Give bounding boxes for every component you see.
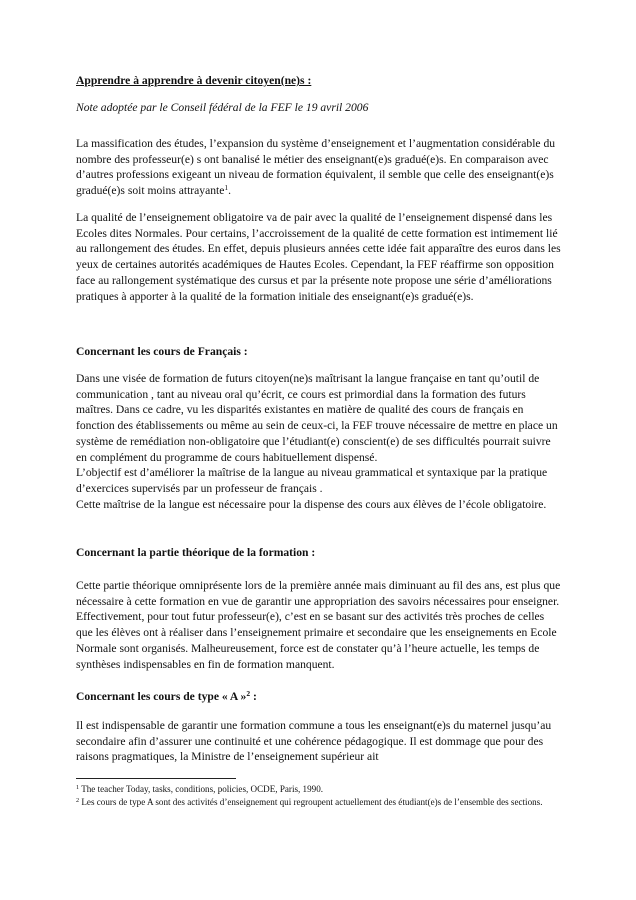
footnote-ref-2: 2 — [246, 689, 251, 698]
footnote-1-number: 1 — [76, 784, 80, 791]
paragraph-theorique: Cette partie théorique omniprésente lors de la première année mais diminuant au fil des ans, est plus que nécessaire à cette formation en vue de garantir une appropriation des savoirs nécessaires pour enseigner. Effectivement, pour tout futur professeur(e), c’est en se basant sur des activités très proches de celles que les élèves ont à réaliser dans l’enseignement primaire et secondaire que les enseignements en Ecole Normale sont organisés. Malheureusement, force est de constater qu’à l’heure actuelle, les temps de synthèses indispensables en fin de formation manquent. — [76, 579, 561, 671]
heading-type-a-end: : — [250, 690, 257, 703]
footnote-2-text: Les cours de type A sont des activités d’enseignement qui regroupent actuellement des étudiant(e)s de l’ensemble des sections. — [79, 797, 543, 807]
paragraph-francais-objectif: L’objectif est d’améliorer la maîtrise de la langue au niveau grammatical et syntaxique par la pratique d’exercices supervisés par un professeur de français . — [76, 466, 548, 495]
heading-theorique: Concernant la partie théorique de la formation : — [76, 546, 316, 559]
heading-francais: Concernant les cours de Français : — [76, 345, 248, 358]
paragraph-quality: La qualité de l’enseignement obligatoire va de pair avec la qualité de l’enseignement dispensé dans les Ecoles dites Normales. Pour certains, l’accroissement de la qualité de cette formation est intimement lié au rallongement des études. En effet, depuis plusieurs années cette idée fait apparaître des euros dans les yeux de certaines autorités académiques de Hautes Ecoles. Cependant, la FEF réaffirme son opposition face au rallongement systématique des cursus et par la présente note propose une série d’améliorations pratiques à apporter à la qualité de la formation initiale des enseignant(e)s gradué(e)s. — [76, 211, 561, 303]
footnote-2-number: 2 — [76, 797, 80, 804]
footnote-ref-1: 1 — [224, 183, 229, 193]
paragraph-intro-text: La massification des études, l’expansion du système d’enseignement et l’augmentation considérable du nombre des professeur(e) s ont banalisé le métier des enseignant(e)s gradué(e)s. En comparaison avec d’autres professions exigeant un niveau de formation équivalent, il semble que celle des enseignant(e)s gradué(e)s soit moins attrayante — [76, 137, 556, 198]
heading-type-a — [76, 689, 562, 705]
section-francais — [76, 371, 562, 512]
paragraph-intro-end: . — [228, 184, 232, 198]
heading-type-a-text: Concernant les cours de type « A » — [76, 690, 247, 703]
paragraph-francais: Dans une visée de formation de futurs citoyen(ne)s maîtrisant la langue française en tant qu’outil de communication , tant au niveau oral qu’écrit, ce cours est primordial dans la formation des futurs maîtres. Dans ce cadre, vu les disparités existantes en matière de qualité des cours de français en fonction des établissements ou même au sein de ceux-ci, la FEF trouve nécessaire de mettre en place un système de remédiation non-obligatoire que l’étudiant(e) conscient(e) de ses difficultés pourrait suivre en complément du programme de cours habituellement dispensé. — [76, 372, 558, 464]
footnote-1-text: The teacher Today, tasks, conditions, policies, OCDE, Paris, 1990. — [79, 784, 324, 794]
footnote-separator — [76, 778, 236, 779]
footnote-2 — [76, 796, 562, 808]
paragraph-francais-maitrise: Cette maîtrise de la langue est nécessaire pour la dispense des cours aux élèves de l’école obligatoire. — [76, 497, 547, 511]
paragraph-type-a: Il est indispensable de garantir une formation commune a tous les enseignant(e)s du maternel jusqu’au secondaire afin d’assurer une continuité et une cohérence pédagogique. Il est dommage que pour des raisons pragmatiques, la Ministre de l’enseignement supérieur ait — [76, 719, 552, 764]
document-title: Apprendre à apprendre à devenir citoyen(ne)s : — [76, 74, 312, 87]
document-subtitle: Note adoptée par le Conseil fédéral de la FEF le 19 avril 2006 — [76, 101, 369, 114]
footnote-1 — [76, 783, 562, 795]
paragraph-intro — [76, 136, 562, 199]
